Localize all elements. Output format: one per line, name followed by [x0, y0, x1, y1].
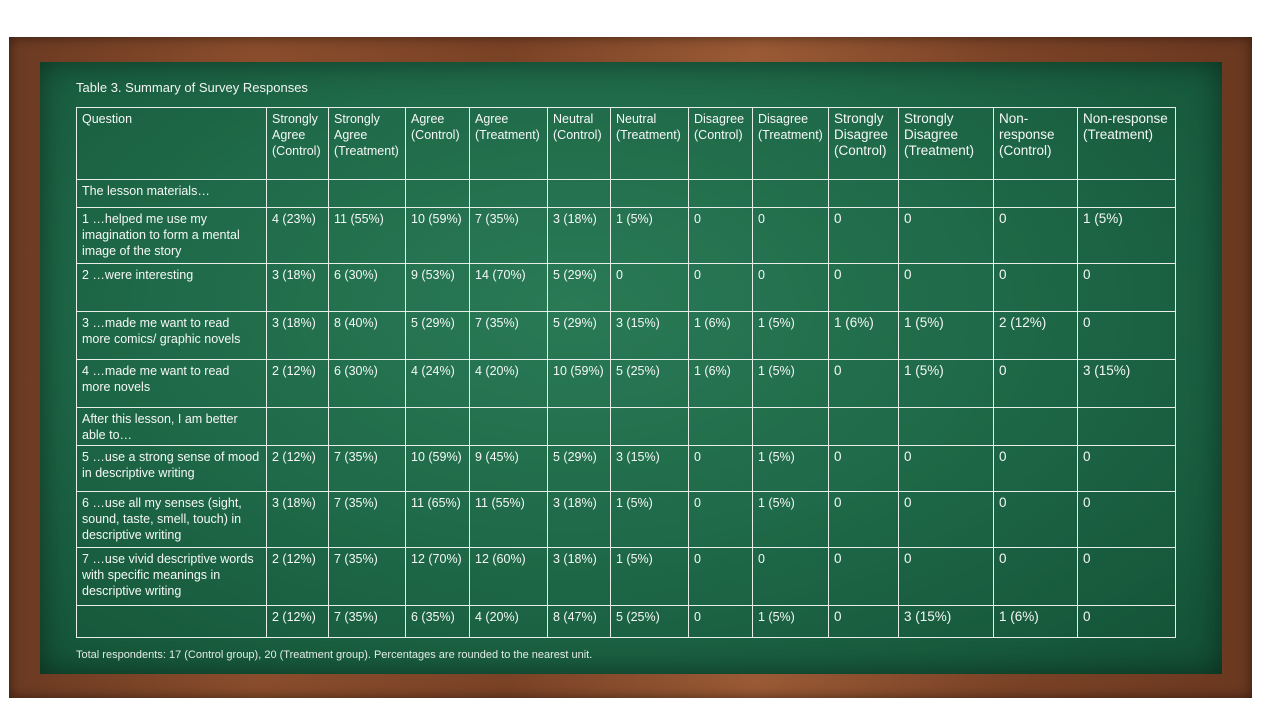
section-label: After this lesson, I am better able to… — [77, 408, 267, 446]
table-row — [77, 208, 1176, 264]
header-cell: Neutral (Treatment) — [611, 108, 689, 180]
empty-cell — [548, 408, 611, 446]
response-cell: 1 (5%) — [899, 312, 994, 360]
response-cell: 7 (35%) — [329, 492, 406, 548]
header-cell: Strongly Disagree (Control) — [829, 108, 899, 180]
header-cell: Non-response (Control) — [994, 108, 1078, 180]
response-cell: 0 — [829, 606, 899, 638]
response-cell: 1 (6%) — [829, 312, 899, 360]
response-cell: 5 (29%) — [548, 264, 611, 312]
header-cell: Question — [77, 108, 267, 180]
response-cell: 3 (18%) — [267, 312, 329, 360]
response-cell: 2 (12%) — [267, 360, 329, 408]
response-cell: 0 — [1078, 446, 1176, 492]
response-cell: 8 (47%) — [548, 606, 611, 638]
empty-cell — [267, 408, 329, 446]
response-cell: 11 (55%) — [329, 208, 406, 264]
empty-cell — [753, 408, 829, 446]
response-cell: 0 — [689, 548, 753, 606]
response-cell: 1 (5%) — [611, 548, 689, 606]
response-cell: 0 — [994, 492, 1078, 548]
response-cell: 1 (5%) — [753, 606, 829, 638]
question-cell: 6 …use all my senses (sight, sound, taste, smell, touch) in descriptive writing — [77, 492, 267, 548]
header-cell: Strongly Disagree (Treatment) — [899, 108, 994, 180]
response-cell: 0 — [611, 264, 689, 312]
response-cell: 0 — [753, 264, 829, 312]
response-cell: 3 (18%) — [267, 264, 329, 312]
table-row — [77, 446, 1176, 492]
response-cell: 4 (23%) — [267, 208, 329, 264]
response-cell: 0 — [1078, 492, 1176, 548]
response-cell: 1 (5%) — [611, 208, 689, 264]
response-cell: 2 (12%) — [267, 548, 329, 606]
response-cell: 3 (15%) — [899, 606, 994, 638]
response-cell: 2 (12%) — [267, 446, 329, 492]
response-cell: 7 (35%) — [470, 312, 548, 360]
response-cell: 0 — [689, 208, 753, 264]
response-cell: 4 (20%) — [470, 606, 548, 638]
response-cell: 0 — [689, 606, 753, 638]
response-cell: 1 (6%) — [689, 360, 753, 408]
response-cell: 7 (35%) — [329, 548, 406, 606]
response-cell: 5 (29%) — [548, 312, 611, 360]
response-cell: 9 (53%) — [406, 264, 470, 312]
response-cell: 0 — [1078, 548, 1176, 606]
response-cell: 11 (65%) — [406, 492, 470, 548]
response-cell: 3 (18%) — [548, 548, 611, 606]
response-cell: 7 (35%) — [329, 446, 406, 492]
table-row — [77, 312, 1176, 360]
response-cell: 5 (25%) — [611, 360, 689, 408]
response-cell: 3 (15%) — [611, 446, 689, 492]
empty-cell — [994, 408, 1078, 446]
empty-cell — [1078, 408, 1176, 446]
response-cell: 0 — [689, 446, 753, 492]
response-cell: 0 — [829, 492, 899, 548]
header-cell: Disagree (Control) — [689, 108, 753, 180]
response-cell: 0 — [1078, 606, 1176, 638]
response-cell: 0 — [829, 446, 899, 492]
response-cell: 14 (70%) — [470, 264, 548, 312]
response-cell: 0 — [689, 492, 753, 548]
response-cell: 3 (15%) — [1078, 360, 1176, 408]
header-cell: Strongly Agree (Control) — [267, 108, 329, 180]
response-cell: 4 (20%) — [470, 360, 548, 408]
response-cell: 2 (12%) — [267, 606, 329, 638]
empty-cell — [470, 408, 548, 446]
response-cell: 11 (55%) — [470, 492, 548, 548]
survey-table — [76, 107, 1176, 638]
question-cell — [77, 606, 267, 638]
table-row — [77, 606, 1176, 638]
response-cell: 0 — [994, 264, 1078, 312]
response-cell: 0 — [1078, 264, 1176, 312]
question-cell: 3 …made me want to read more comics/ graphic novels — [77, 312, 267, 360]
empty-cell — [329, 408, 406, 446]
response-cell: 0 — [994, 446, 1078, 492]
table-footnote: Total respondents: 17 (Control group), 20 (Treatment group). Percentages are rounded to the nearest unit. — [76, 649, 593, 661]
response-cell: 6 (30%) — [329, 360, 406, 408]
table-row — [77, 264, 1176, 312]
response-cell: 0 — [899, 548, 994, 606]
section-label: The lesson materials… — [77, 180, 267, 208]
header-cell: Agree (Control) — [406, 108, 470, 180]
response-cell: 0 — [899, 264, 994, 312]
response-cell: 12 (70%) — [406, 548, 470, 606]
empty-cell — [829, 408, 899, 446]
response-cell: 1 (5%) — [753, 312, 829, 360]
response-cell: 0 — [753, 208, 829, 264]
response-cell: 1 (5%) — [753, 492, 829, 548]
response-cell: 10 (59%) — [406, 208, 470, 264]
table-row — [77, 492, 1176, 548]
response-cell: 0 — [829, 548, 899, 606]
response-cell: 1 (5%) — [611, 492, 689, 548]
response-cell: 0 — [899, 492, 994, 548]
response-cell: 0 — [689, 264, 753, 312]
response-cell: 10 (59%) — [406, 446, 470, 492]
response-cell: 0 — [994, 208, 1078, 264]
response-cell: 3 (18%) — [548, 208, 611, 264]
header-cell: Neutral (Control) — [548, 108, 611, 180]
response-cell: 3 (18%) — [267, 492, 329, 548]
section-row — [77, 180, 1176, 208]
response-cell: 0 — [899, 446, 994, 492]
header-row — [77, 108, 1176, 180]
response-cell: 1 (5%) — [753, 360, 829, 408]
response-cell: 0 — [753, 548, 829, 606]
response-cell: 1 (6%) — [689, 312, 753, 360]
section-row — [77, 408, 1176, 446]
response-cell: 1 (6%) — [994, 606, 1078, 638]
response-cell: 8 (40%) — [329, 312, 406, 360]
header-cell: Agree (Treatment) — [470, 108, 548, 180]
header-cell: Strongly Agree (Treatment) — [329, 108, 406, 180]
response-cell: 6 (30%) — [329, 264, 406, 312]
question-cell: 1 …helped me use my imagination to form a mental image of the story — [77, 208, 267, 264]
response-cell: 0 — [994, 360, 1078, 408]
response-cell: 2 (12%) — [994, 312, 1078, 360]
response-cell: 6 (35%) — [406, 606, 470, 638]
response-cell: 3 (18%) — [548, 492, 611, 548]
empty-cell — [689, 408, 753, 446]
response-cell: 0 — [1078, 312, 1176, 360]
response-cell: 7 (35%) — [470, 208, 548, 264]
empty-cell — [406, 408, 470, 446]
response-cell: 10 (59%) — [548, 360, 611, 408]
header-cell: Non-response (Treatment) — [1078, 108, 1176, 180]
response-cell: 5 (29%) — [548, 446, 611, 492]
response-cell: 3 (15%) — [611, 312, 689, 360]
response-cell: 1 (5%) — [899, 360, 994, 408]
response-cell: 1 (5%) — [1078, 208, 1176, 264]
response-cell: 5 (25%) — [611, 606, 689, 638]
question-cell: 2 …were interesting — [77, 264, 267, 312]
response-cell: 0 — [829, 360, 899, 408]
table-caption: Table 3. Summary of Survey Responses — [76, 80, 308, 95]
question-cell: 7 …use vivid descriptive words with specific meanings in descriptive writing — [77, 548, 267, 606]
response-cell: 0 — [829, 208, 899, 264]
empty-cell — [899, 408, 994, 446]
question-cell: 5 …use a strong sense of mood in descriptive writing — [77, 446, 267, 492]
table-row — [77, 548, 1176, 606]
response-cell: 7 (35%) — [329, 606, 406, 638]
header-cell: Disagree (Treatment) — [753, 108, 829, 180]
question-cell: 4 …made me want to read more novels — [77, 360, 267, 408]
table-row — [77, 360, 1176, 408]
response-cell: 9 (45%) — [470, 446, 548, 492]
response-cell: 5 (29%) — [406, 312, 470, 360]
response-cell: 0 — [994, 548, 1078, 606]
empty-cell — [611, 408, 689, 446]
response-cell: 12 (60%) — [470, 548, 548, 606]
response-cell: 1 (5%) — [753, 446, 829, 492]
response-cell: 0 — [829, 264, 899, 312]
response-cell: 0 — [899, 208, 994, 264]
response-cell: 4 (24%) — [406, 360, 470, 408]
